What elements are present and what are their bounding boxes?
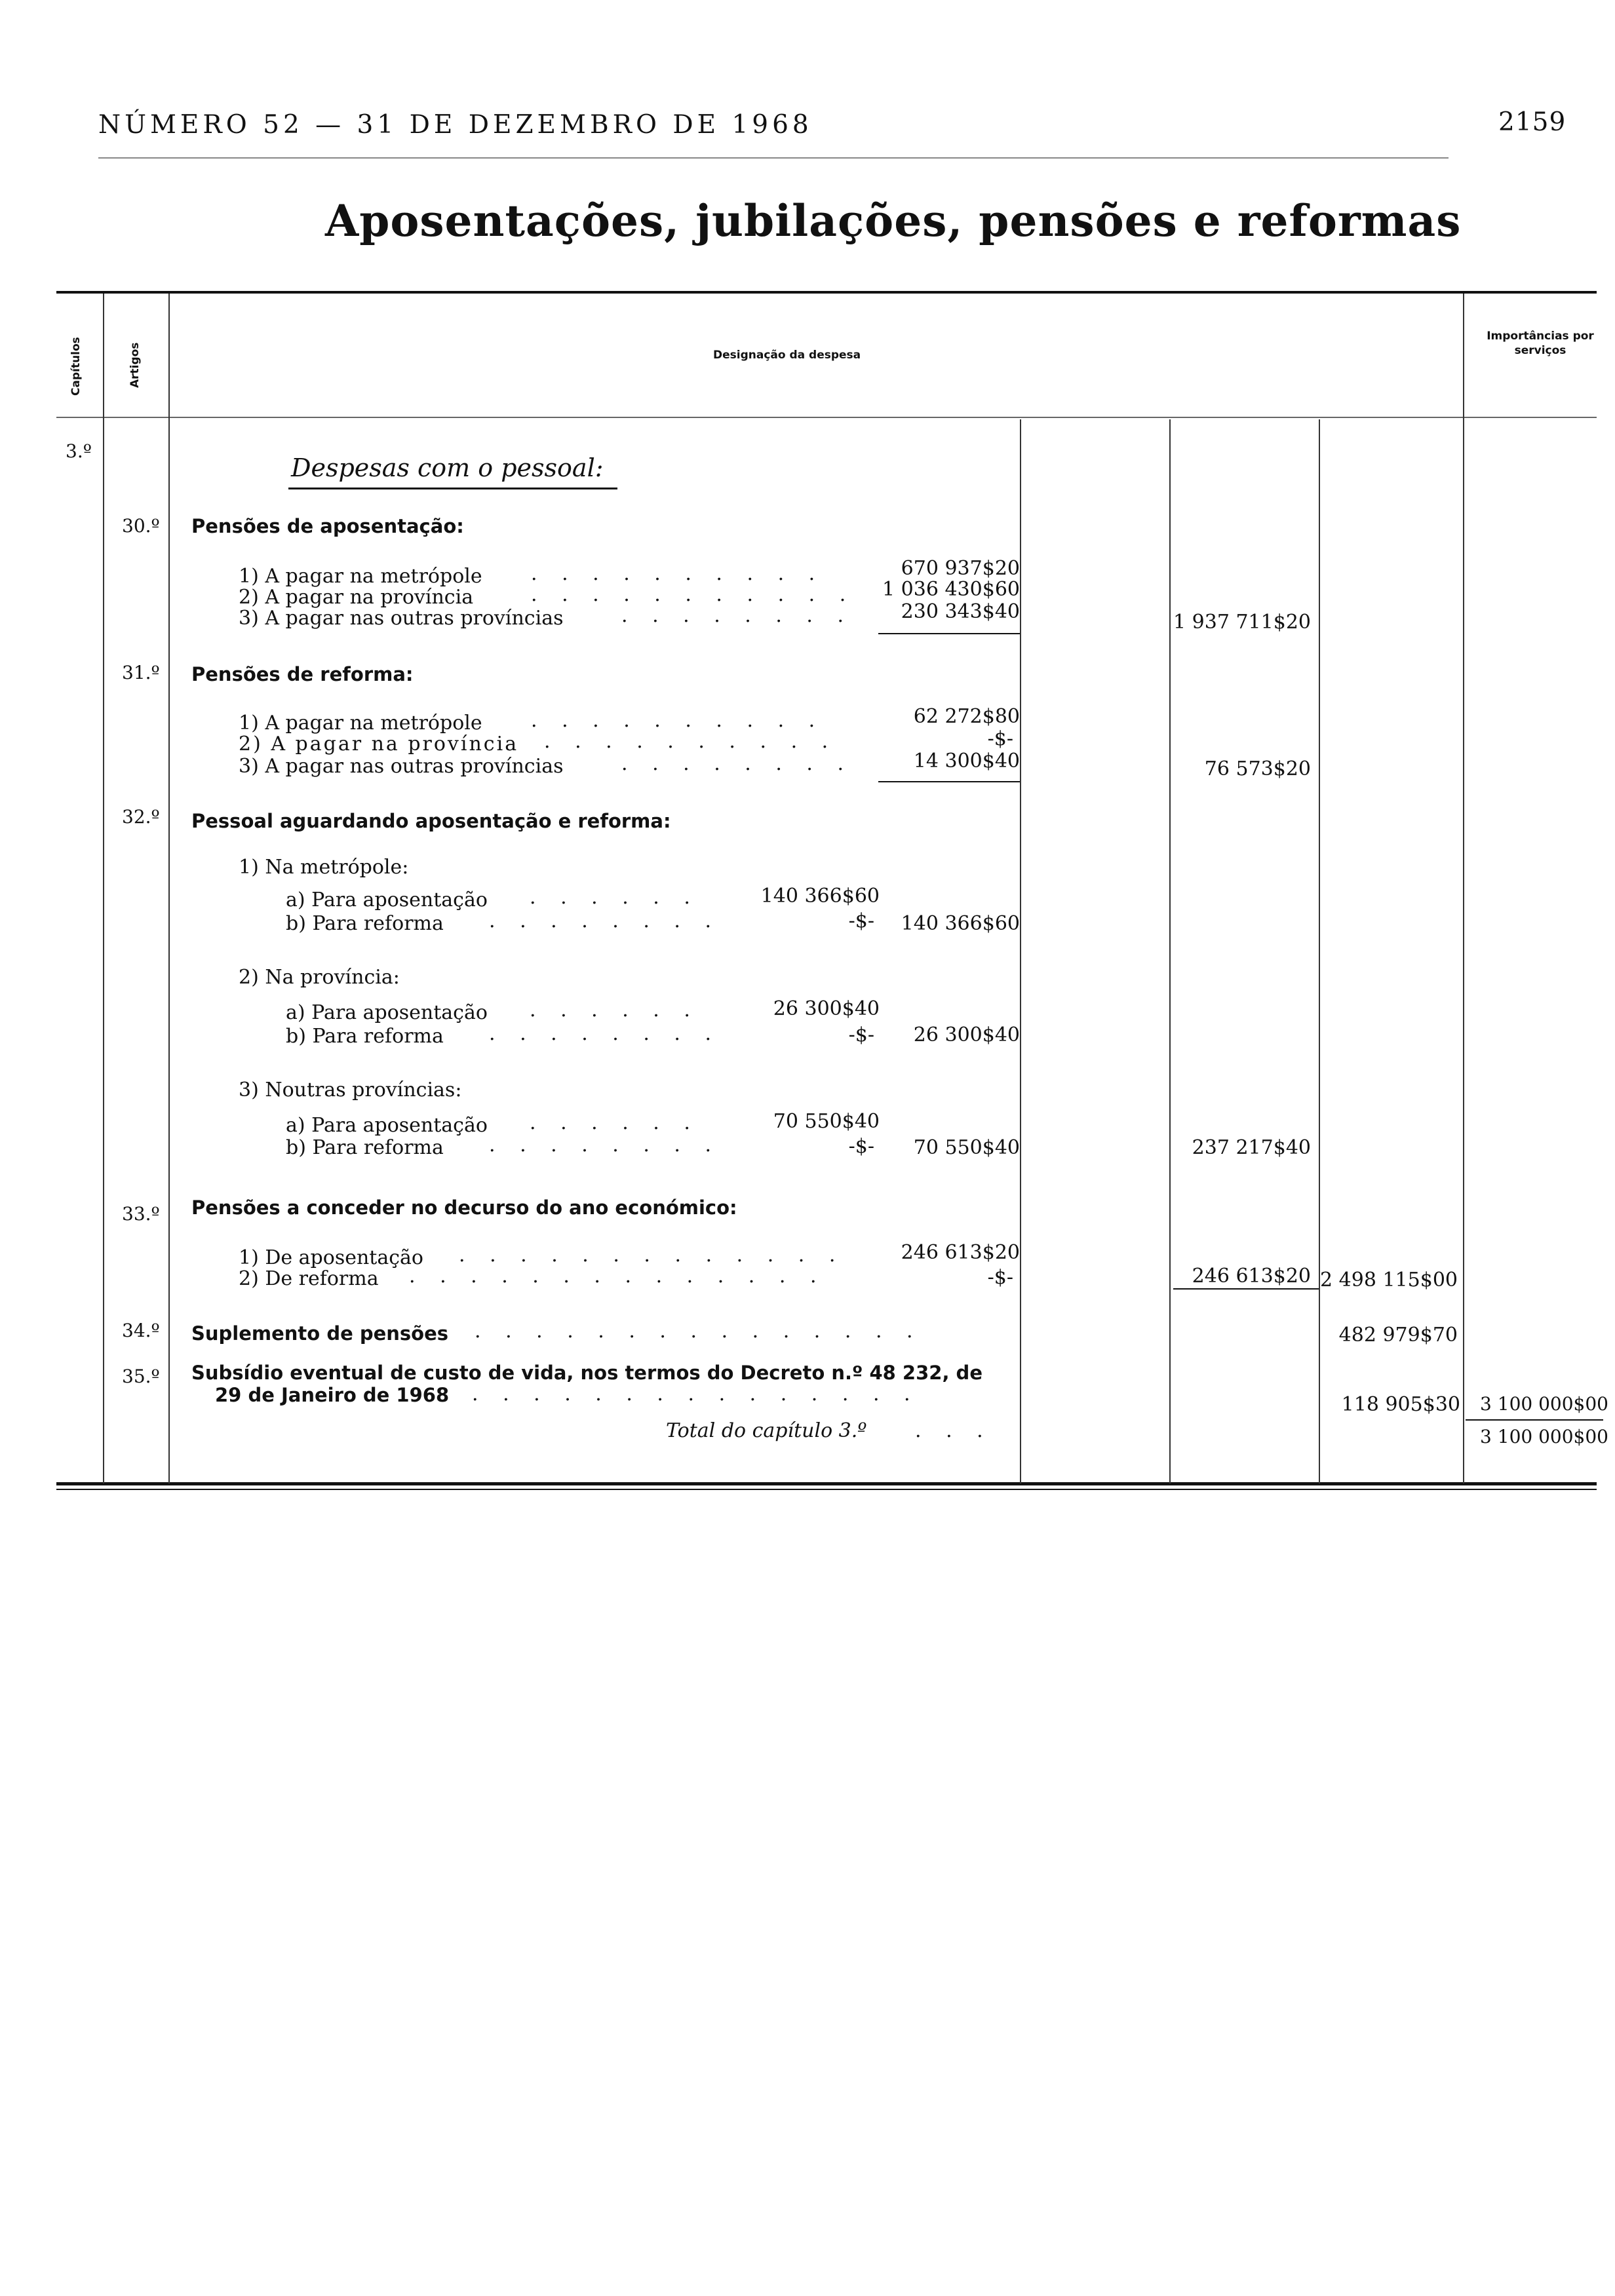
article-32-group-1: 1) Na metrópole: — [239, 856, 409, 879]
article-31-value-3: 14 300$40 — [913, 750, 1020, 773]
table-bottom-rule-2 — [56, 1489, 1597, 1490]
dot-leader: . . . . . . . . . . . . . . . — [472, 1383, 920, 1406]
article-32-g2-value-a: 26 300$40 — [773, 997, 880, 1020]
article-33-title: Pensões a conceder no decurso do ano económico: — [191, 1196, 737, 1219]
chapter-subtotal: 3 100 000$00 — [1480, 1393, 1608, 1415]
dot-leader: . . . . . . . . . . . . . . — [409, 1265, 826, 1288]
article-33-number: 33.º — [122, 1203, 160, 1225]
article-31-item-3: 3) A pagar nas outras províncias — [239, 755, 564, 778]
article-32-g2-item-a: a) Para aposentação — [286, 1001, 488, 1024]
article-32-number: 32.º — [122, 806, 160, 828]
dot-leader: . . . . . . — [530, 886, 699, 909]
article-32-g3-item-a: a) Para aposentação — [286, 1114, 488, 1137]
article-30-value-1: 670 937$20 — [901, 557, 1020, 580]
subtotal-rule — [878, 633, 1020, 634]
article-34-value: 482 979$70 — [1338, 1324, 1458, 1347]
table-head-rule — [56, 417, 1597, 418]
dot-leader: . . . . . . . . — [489, 1022, 721, 1045]
article-32-g3-value-a: 70 550$40 — [773, 1110, 880, 1133]
article-32-g2-value-b: -$- — [848, 1024, 874, 1046]
article-32-group-2: 2) Na província: — [239, 966, 400, 989]
article-31-value-1: 62 272$80 — [913, 705, 1020, 728]
section-underline — [288, 488, 617, 489]
article-33-item-2: 2) De reforma — [239, 1267, 379, 1290]
dot-leader: . . . . . . . . . . . . . — [459, 1244, 845, 1267]
table-bottom-rule — [56, 1482, 1597, 1485]
article-32-g3-item-b: b) Para reforma — [286, 1136, 444, 1159]
article-32-title: Pessoal aguardando aposentação e reforma: — [191, 810, 671, 832]
dot-leader: . . . . . . . . . . . — [531, 583, 855, 606]
article-31-item-2: 2) A pagar na província — [239, 733, 519, 756]
article-32-g1-total: 140 366$60 — [901, 912, 1020, 935]
article-35-title-line-2: 29 de Janeiro de 1968 — [215, 1384, 450, 1406]
article-31-item-1: 1) A pagar na metrópole — [239, 712, 482, 735]
dot-leader: . . . — [915, 1419, 992, 1442]
dot-leader: . . . . . . — [530, 1111, 699, 1134]
page-title: Aposentações, jubilações, pensões e reformas — [325, 195, 1462, 246]
col-head-designation: Designação da despesa — [713, 349, 861, 362]
article-32-g2-total: 26 300$40 — [913, 1024, 1020, 1046]
article-32-g1-value-a: 140 366$60 — [760, 885, 880, 908]
col-head-article: Artigos — [128, 342, 142, 388]
subtotal-rule — [1466, 1419, 1603, 1421]
article-30-value-2: 1 036 430$60 — [882, 578, 1020, 601]
article-30-total: 1 937 711$20 — [1173, 611, 1311, 634]
chapter-total-label: Total do capítulo 3.º — [666, 1419, 867, 1442]
article-34-title: Suplemento de pensões — [191, 1322, 449, 1345]
article-31-total: 76 573$20 — [1204, 757, 1311, 780]
dot-leader: . . . . . . . . — [621, 752, 853, 775]
article-35-value: 118 905$30 — [1341, 1393, 1460, 1416]
article-31-value-2: -$- — [987, 727, 1013, 750]
subtotal-rule — [878, 781, 1020, 782]
subtotal-rule — [1173, 1288, 1319, 1290]
articles-30-33-total: 2 498 115$00 — [1320, 1269, 1458, 1292]
dot-leader: . . . . . . . . . . . . . . . — [475, 1320, 922, 1343]
issue-header: NÚMERO 52 — 31 DE DEZEMBRO DE 1968 — [98, 110, 813, 140]
section-title: Despesas com o pessoal: — [291, 453, 604, 482]
article-33-item-1: 1) De aposentação — [239, 1246, 423, 1269]
dot-leader: . . . . . . . . . . — [531, 562, 825, 585]
col-divider-chapter — [103, 294, 104, 1483]
article-32-group-3: 3) Noutras províncias: — [239, 1079, 462, 1101]
article-32-g1-item-b: b) Para reforma — [286, 912, 444, 935]
article-34-number: 34.º — [122, 1320, 160, 1341]
article-32-total: 237 217$40 — [1192, 1136, 1311, 1159]
col-divider-amount1 — [1169, 419, 1171, 1483]
article-31-number: 31.º — [122, 662, 160, 683]
chapter-number: 3.º — [66, 440, 92, 462]
article-30-value-3: 230 343$40 — [901, 600, 1020, 623]
article-32-g3-value-b: -$- — [848, 1135, 874, 1158]
article-30-item-1: 1) A pagar na metrópole — [239, 565, 482, 588]
col-head-amounts: Importâncias por serviços — [1487, 330, 1594, 357]
chapter-total-value: 3 100 000$00 — [1480, 1426, 1608, 1447]
page-number: 2159 — [1498, 107, 1566, 137]
article-33-total: 246 613$20 — [1192, 1265, 1311, 1288]
article-32-g2-item-b: b) Para reforma — [286, 1025, 444, 1048]
article-30-number: 30.º — [122, 515, 160, 537]
article-30-title: Pensões de aposentação: — [191, 515, 464, 537]
article-33-value-1: 246 613$20 — [901, 1241, 1020, 1264]
header-rule — [98, 157, 1449, 159]
table-top-rule — [56, 291, 1597, 294]
col-divider-amount2 — [1319, 419, 1320, 1483]
article-32-g3-total: 70 550$40 — [913, 1136, 1020, 1159]
dot-leader: . . . . . . . . — [489, 1134, 721, 1157]
article-33-value-2: -$- — [987, 1266, 1013, 1289]
article-35-title-line-1: Subsídio eventual de custo de vida, nos termos do Decreto n.º 48 232, de — [191, 1362, 983, 1384]
article-30-item-3: 3) A pagar nas outras províncias — [239, 607, 564, 630]
dot-leader: . . . . . . . . — [621, 604, 853, 627]
dot-leader: . . . . . . . . . . — [531, 709, 825, 732]
article-32-g1-item-a: a) Para aposentação — [286, 889, 488, 911]
dot-leader: . . . . . . — [530, 999, 699, 1022]
dot-leader: . . . . . . . . — [489, 909, 721, 932]
article-32-g1-value-b: -$- — [848, 909, 874, 932]
col-divider-amount3 — [1463, 294, 1464, 1483]
dot-leader: . . . . . . . . . . — [544, 730, 838, 753]
article-30-item-2: 2) A pagar na província — [239, 586, 474, 609]
article-35-number: 35.º — [122, 1366, 160, 1387]
article-31-title: Pensões de reforma: — [191, 663, 414, 685]
col-head-chapter: Capítulos — [69, 337, 83, 396]
col-divider-designation — [1020, 419, 1021, 1483]
col-divider-article — [168, 294, 170, 1483]
